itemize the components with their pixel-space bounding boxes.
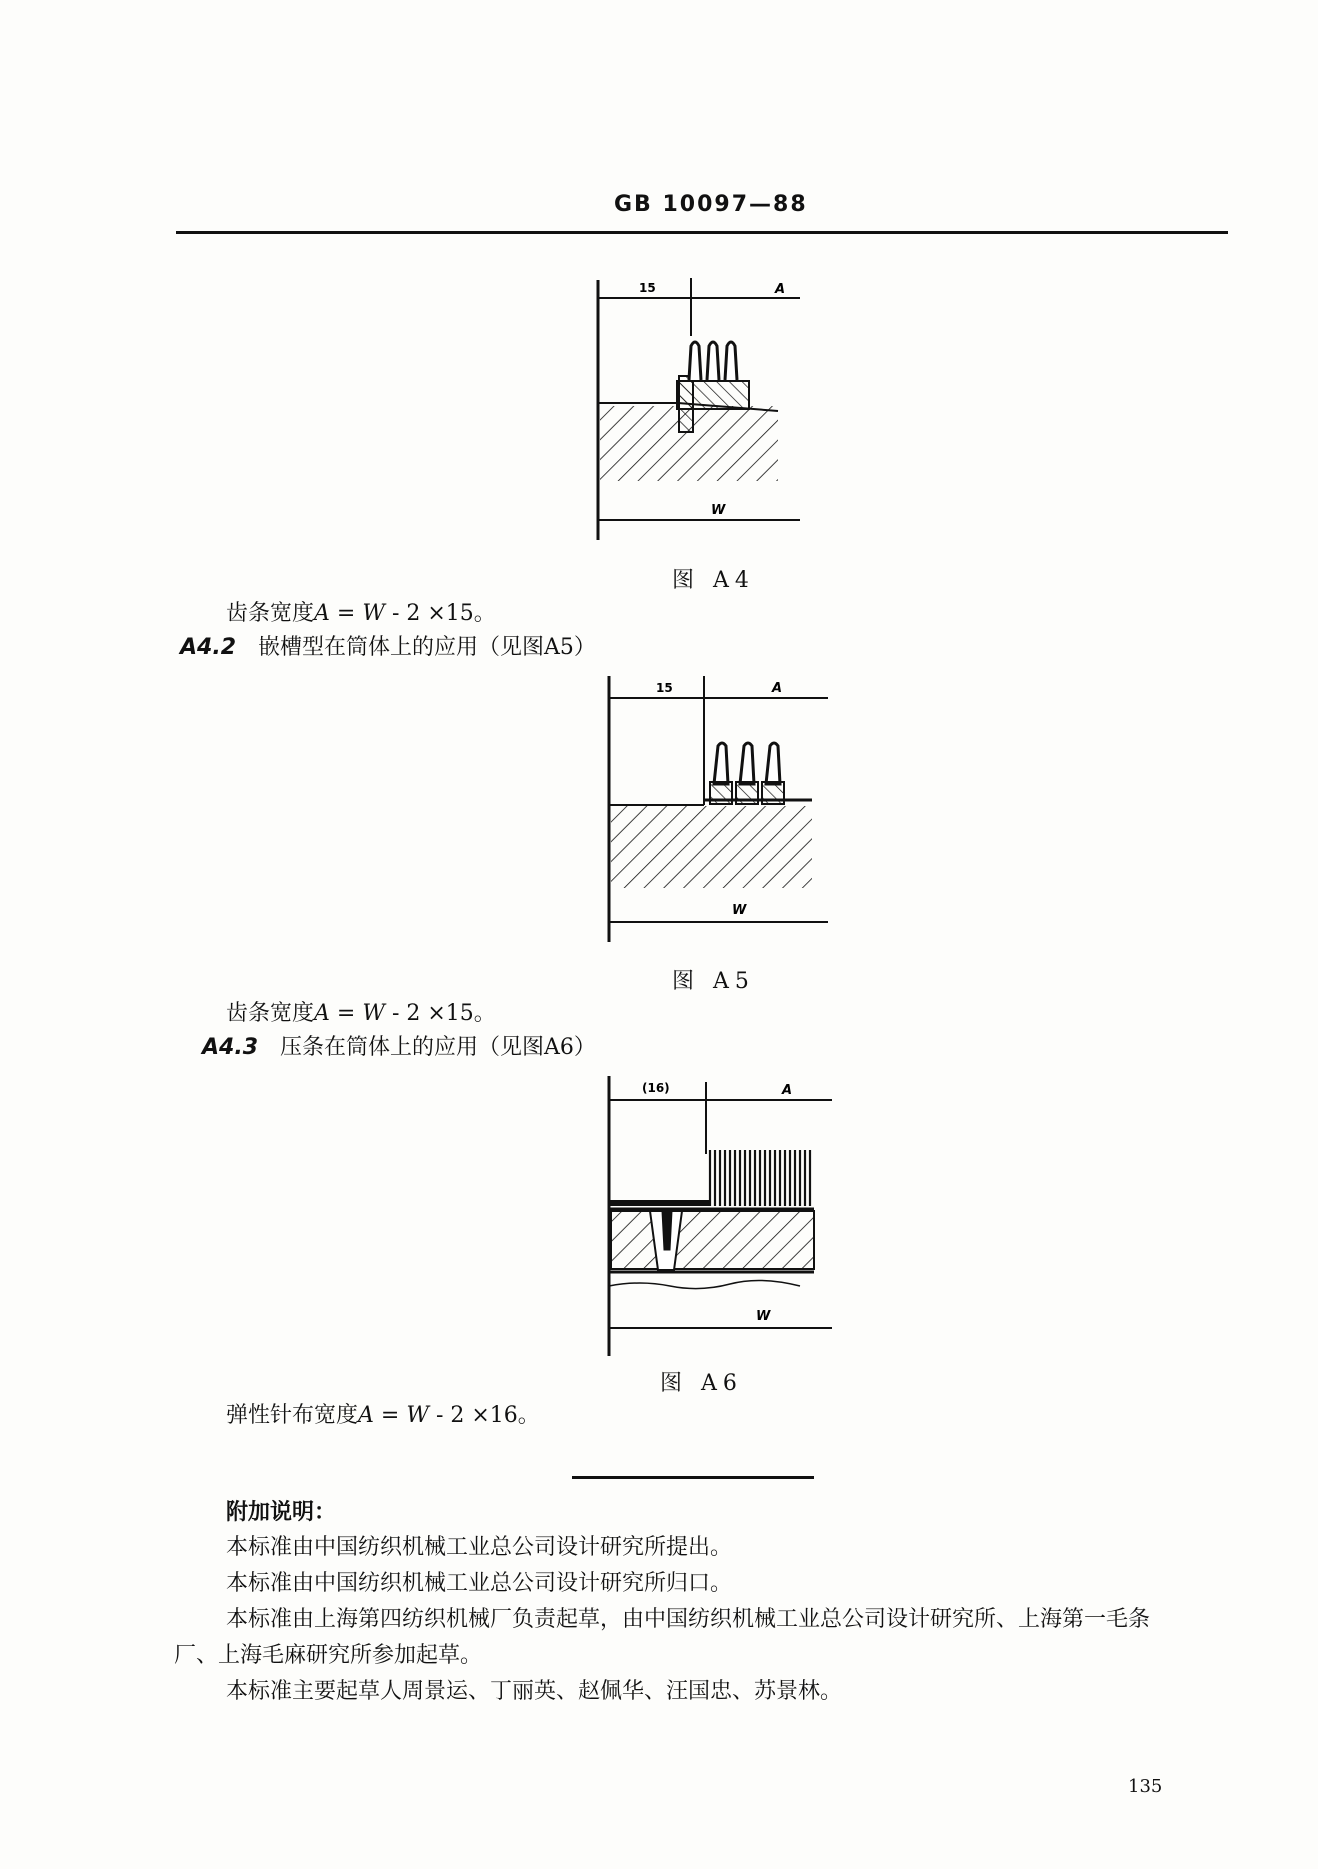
figure-a6-dim-16: (16): [642, 1081, 670, 1095]
figure-a5-dim-15: 15: [656, 681, 673, 695]
formula-a6: 弹性针布宽度A = W - 2 ×16。: [226, 1403, 540, 1428]
header-rule: [176, 231, 1228, 234]
figure-a4-tooth-3: [725, 342, 737, 380]
figure-a6-diagram: [600, 1074, 832, 1358]
formula-a5: 齿条宽度A = W - 2 ×15。: [226, 1001, 496, 1026]
figure-a6-dim-w: W: [756, 1309, 771, 1324]
notes-title: 附加说明：: [226, 1499, 337, 1525]
standard-code-header: GB 10097—88: [614, 192, 808, 217]
figure-a5-tooth-2: [740, 743, 754, 784]
note-line-1: 本标准由中国纺织机械工业总公司设计研究所提出。: [226, 1535, 733, 1560]
figure-a5-cylinder-body: [611, 806, 812, 888]
figure-a4-dim-15: 15: [639, 281, 656, 295]
figure-a5-diagram: [600, 674, 832, 946]
notes-separator: [572, 1476, 814, 1479]
figure-a6-cylinder-body: [611, 1211, 814, 1269]
figure-a6-dim-a: A: [782, 1083, 793, 1098]
figure-a4-clamp: [679, 376, 693, 432]
figure-a4-caption: 图 A4: [672, 568, 755, 593]
figure-a6-needle-wires: [710, 1150, 810, 1206]
figure-a5-tooth-1: [714, 743, 728, 784]
figure-a4-tooth-1: [689, 342, 701, 380]
note-line-5: 本标准主要起草人周景运、丁丽英、赵佩华、汪国忠、苏景林。: [226, 1679, 843, 1704]
figure-a4-dim-w: W: [711, 503, 726, 518]
figure-a5-caption: 图 A5: [672, 969, 755, 994]
figure-a5-dim-w: W: [732, 903, 747, 918]
formula-a4: 齿条宽度A = W - 2 ×15。: [226, 601, 496, 626]
figure-a5-dim-a: A: [772, 681, 783, 696]
page-number: 135: [1128, 1776, 1163, 1797]
note-line-2: 本标准由中国纺织机械工业总公司设计研究所归口。: [226, 1571, 733, 1596]
figure-a4-dim-a: A: [775, 282, 786, 297]
section-a4-3-heading: A4.3 压条在筒体上的应用（见图A6）: [202, 1035, 596, 1060]
figure-a4-diagram: [585, 276, 805, 546]
figure-a5-tooth-3: [766, 743, 780, 784]
figure-a6-caption: 图 A6: [660, 1371, 743, 1396]
note-line-4: 厂、上海毛麻研究所参加起草。: [174, 1643, 483, 1668]
note-line-3: 本标准由上海第四纺织机械厂负责起草，由中国纺织机械工业总公司设计研究所、上海第一毛条: [226, 1607, 1151, 1632]
figure-a4-tooth-2: [707, 342, 719, 380]
section-a4-2-heading: A4.2 嵌槽型在筒体上的应用（见图A5）: [180, 635, 596, 660]
